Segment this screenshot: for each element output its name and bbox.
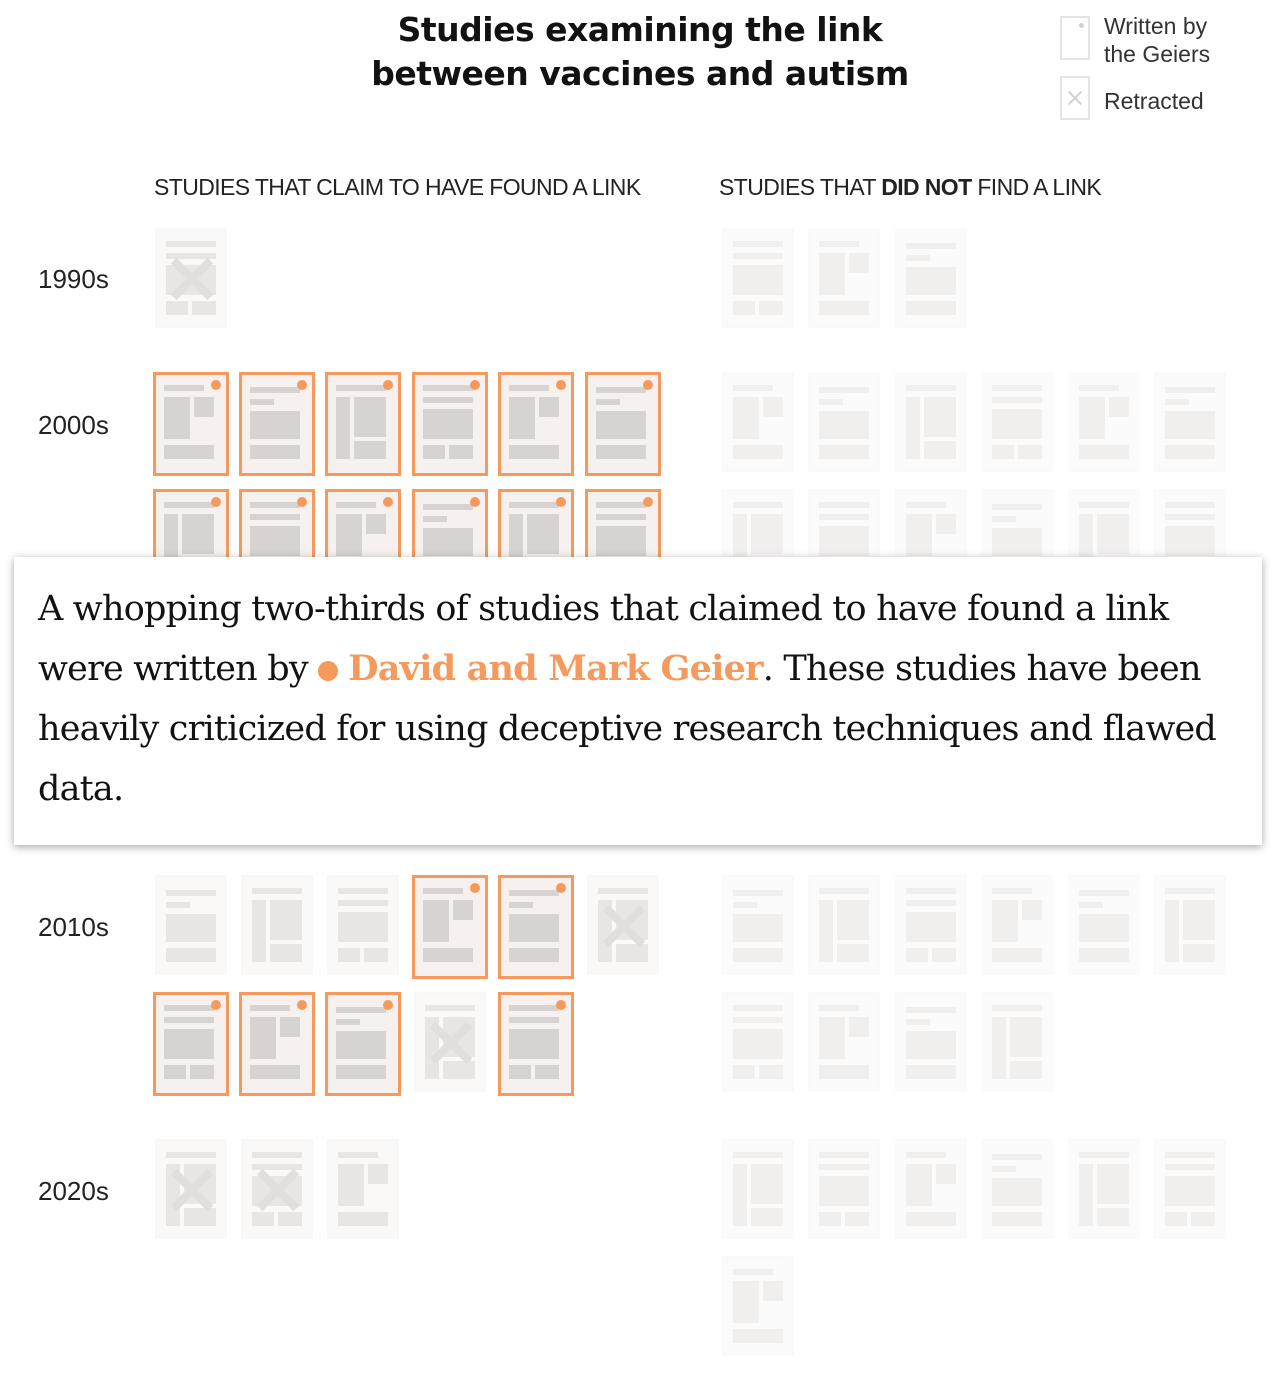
study-document <box>808 228 880 328</box>
geier-dot-icon <box>211 1000 221 1010</box>
study-document <box>1068 875 1140 975</box>
decade-label: 2010s <box>38 912 109 942</box>
geier-dot-icon <box>383 497 393 507</box>
geier-dot-icon <box>643 380 653 390</box>
title-line-1: Studies examining the link <box>397 10 883 49</box>
study-document <box>895 1139 967 1239</box>
study-document <box>895 992 967 1092</box>
geier-study-document <box>498 992 574 1096</box>
study-document <box>808 1139 880 1239</box>
column-header-not-found: STUDIES THAT DID NOT FIND A LINK <box>719 174 1102 200</box>
retracted-study-document <box>414 992 486 1092</box>
geier-study-document <box>412 875 488 979</box>
geier-dot-icon <box>556 380 566 390</box>
geier-dot-icon <box>556 497 566 507</box>
geier-dot-icon <box>211 380 221 390</box>
study-document <box>1154 875 1226 975</box>
chart-title <box>340 8 940 96</box>
study-document <box>895 875 967 975</box>
geier-dot-icon <box>470 883 480 893</box>
study-document <box>981 992 1053 1092</box>
geier-study-document <box>153 372 229 476</box>
retracted-study-document <box>155 228 227 328</box>
study-document <box>1154 1139 1226 1239</box>
geier-dot-icon <box>470 380 480 390</box>
study-document <box>722 1256 794 1356</box>
document-icon <box>1060 16 1090 60</box>
study-document <box>981 875 1053 975</box>
study-document <box>1068 1139 1140 1239</box>
legend-geier-label: Written by the Geiers <box>1104 13 1211 67</box>
study-document <box>808 992 880 1092</box>
study-document <box>808 875 880 975</box>
geier-dot-icon <box>297 380 307 390</box>
study-document <box>241 875 313 975</box>
study-document <box>808 372 880 472</box>
retracted-study-document <box>155 1139 227 1239</box>
callout-highlight: David and Mark Geier <box>348 648 763 689</box>
study-document <box>895 372 967 472</box>
geier-dot-icon <box>556 883 566 893</box>
geier-study-document <box>585 372 661 476</box>
decade-label: 2000s <box>38 410 109 440</box>
retracted-study-document <box>587 875 659 975</box>
geier-dot-icon <box>470 497 480 507</box>
study-document <box>722 992 794 1092</box>
study-document <box>722 372 794 472</box>
geier-dot-icon <box>383 1000 393 1010</box>
decade-label: 2020s <box>38 1176 109 1206</box>
callout-box: A whopping two-thirds of studies that claimed to have found a link were written by David and Mark Geier. These studies have been heavily criticized for using deceptive research techniques and flawed data. <box>14 557 1262 845</box>
study-document <box>981 372 1053 472</box>
retracted-study-document <box>241 1139 313 1239</box>
legend-retracted-label: Retracted <box>1104 88 1204 114</box>
geier-dot-icon <box>383 380 393 390</box>
geier-study-document <box>498 875 574 979</box>
geier-dot-icon <box>297 1000 307 1010</box>
geier-dot-icon <box>297 497 307 507</box>
study-document <box>327 875 399 975</box>
geier-dot-icon <box>211 497 221 507</box>
title-line-2: between vaccines and autism <box>371 54 909 93</box>
geier-study-document <box>412 372 488 476</box>
geier-study-document <box>239 992 315 1096</box>
study-document <box>1068 372 1140 472</box>
geier-dot-icon <box>643 497 653 507</box>
geier-dot-icon <box>556 1000 566 1010</box>
geier-study-document <box>498 372 574 476</box>
study-document <box>981 1139 1053 1239</box>
geier-study-document <box>325 372 401 476</box>
study-document <box>155 875 227 975</box>
retracted-document-icon <box>1060 76 1090 120</box>
geier-study-document <box>325 992 401 1096</box>
study-document <box>327 1139 399 1239</box>
study-document <box>722 228 794 328</box>
decade-label: 1990s <box>38 264 109 294</box>
geier-study-document <box>239 372 315 476</box>
geier-study-document <box>153 992 229 1096</box>
study-document <box>895 228 967 328</box>
study-document <box>722 875 794 975</box>
column-header-claimed: STUDIES THAT CLAIM TO HAVE FOUND A LINK <box>154 174 641 200</box>
geier-dot-icon <box>318 661 338 681</box>
study-document <box>722 1139 794 1239</box>
study-document <box>1154 372 1226 472</box>
